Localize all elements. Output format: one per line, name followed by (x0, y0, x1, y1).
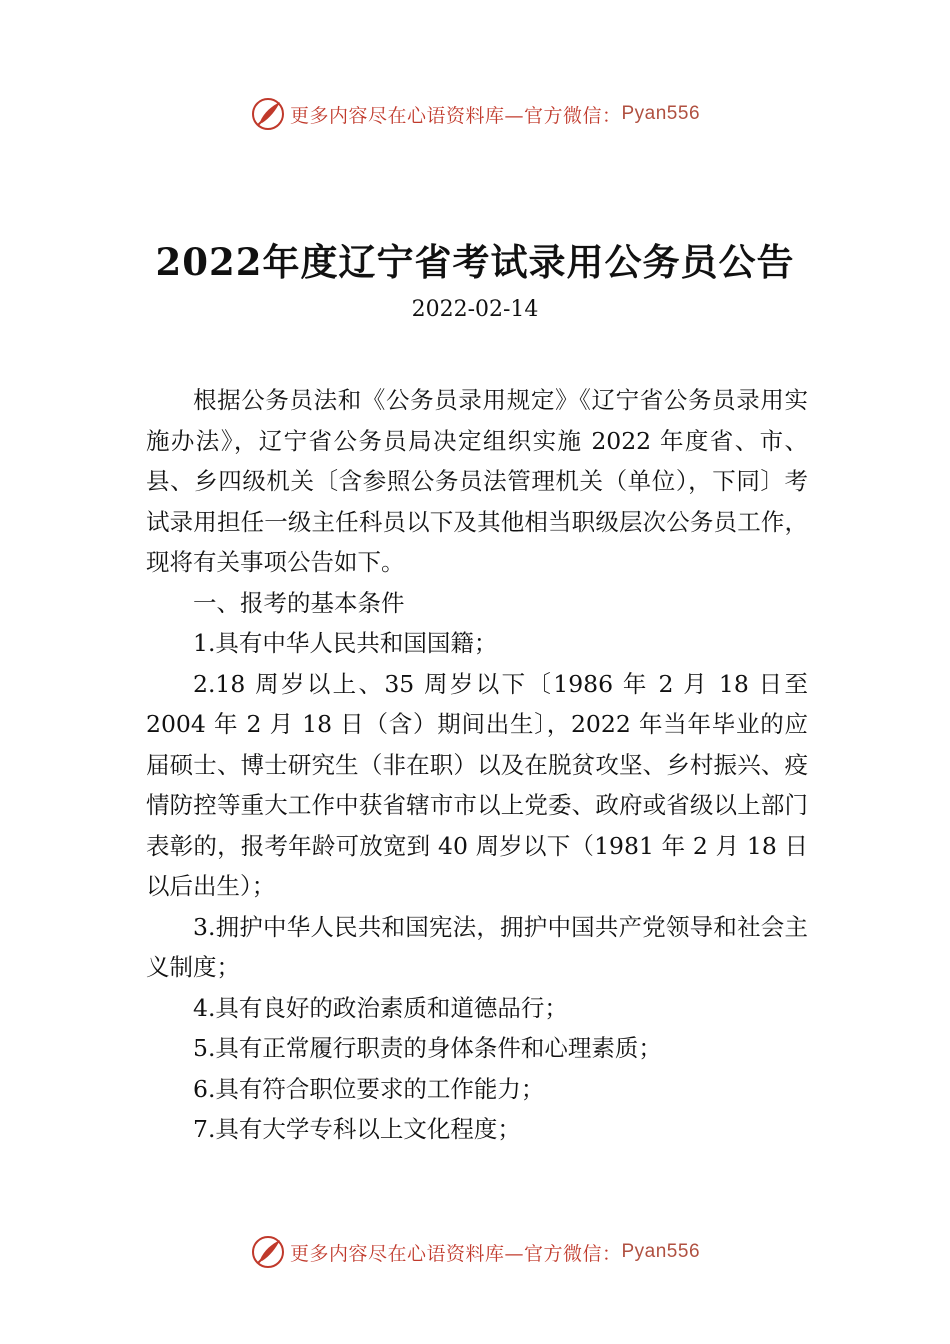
paragraph-intro: 根据公务员法和《公务员录用规定》《辽宁省公务员录用实施办法》，辽宁省公务员局决定组织实施 2022 年度省、市、县、乡四级机关〔含参照公务员法管理机关（单位），下同〕考试录用担任一级主任科员以下及其他相当职级层次公务员工作，现将有关事项公告如下。 (146, 386, 808, 576)
list-item: 2.18 周岁以上、35 周岁以下〔1986 年 2 月 18 日至 2004 年 2 月 18 日（含）期间出生〕，2022 年当年毕业的应届硕士、博士研究生（非在职）以及在脱贫攻坚、乡村振兴、疫情防控等重大工作中获省辖市市以上党委、政府或省级以上部门表彰的，报考年龄可放宽到 40 周岁以下（1981 年 2 月 18 日以后出生）； (146, 669, 808, 900)
document-title: 2022年度辽宁省考试录用公务员公告 (155, 240, 795, 284)
quill-logo-icon (250, 1234, 286, 1270)
list-item: 6.具有符合职位要求的工作能力； (193, 1074, 545, 1103)
list-item: 4.具有良好的政治素质和道德品行； (193, 993, 568, 1022)
watermark-wechat-id: Pyan556 (621, 103, 701, 124)
quill-logo-icon (250, 96, 286, 132)
document-date: 2022-02-14 (411, 297, 539, 322)
list-item: 7.具有大学专科以上文化程度； (193, 1115, 521, 1143)
section-heading: 一、报考的基本条件 (193, 588, 405, 617)
list-item: 3.拥护中华人民共和国宪法，拥护中国共产党领导和社会主义制度； (146, 912, 808, 981)
watermark-footer (0, 1232, 950, 1272)
watermark-text: 更多内容尽在心语资料库—官方微信： (289, 104, 622, 127)
watermark-header (0, 94, 950, 134)
document-body (146, 380, 808, 1150)
watermark-text: 更多内容尽在心语资料库—官方微信： (289, 1242, 622, 1265)
list-item: 1.具有中华人民共和国国籍； (193, 629, 498, 657)
watermark-wechat-id: Pyan556 (621, 1241, 701, 1262)
list-item: 5.具有正常履行职责的身体条件和心理素质； (193, 1034, 662, 1062)
